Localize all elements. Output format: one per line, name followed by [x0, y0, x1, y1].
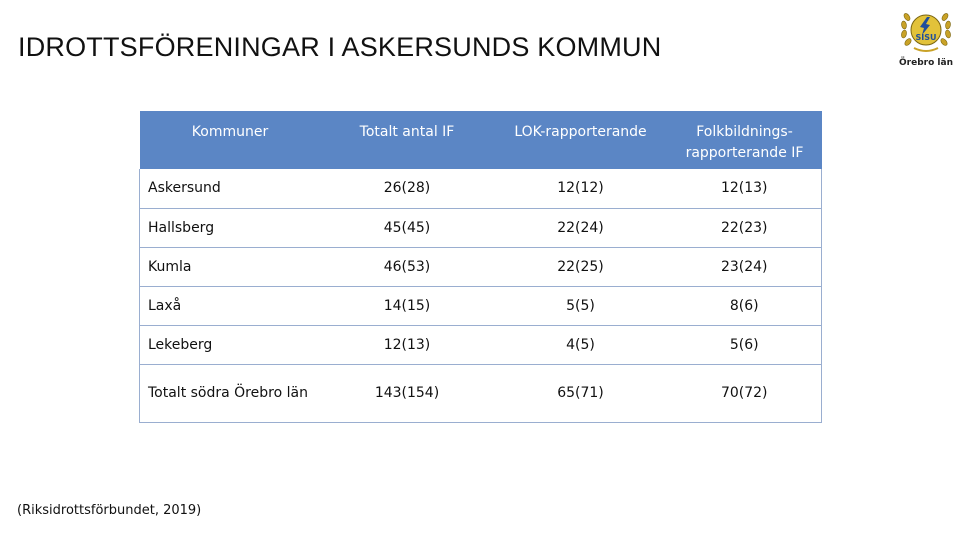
logo-caption: Örebro län: [899, 58, 953, 68]
row-folkbildning: 8(6): [668, 286, 822, 325]
slide-title: IDROTTSFÖRENINGAR I ASKERSUNDS KOMMUN: [18, 32, 662, 62]
sisu-logo: [896, 4, 956, 72]
header-folkbildning: [668, 111, 822, 169]
row-name: Kumla: [140, 247, 321, 286]
header-folkbildning-label: Folkbildnings-rapporterande IF: [685, 124, 804, 161]
row-lok: 4(5): [494, 325, 668, 364]
row-total: 14(15): [321, 286, 494, 325]
idrottsforeningar-table: [139, 111, 822, 423]
source-citation: (Riksidrottsförbundet, 2019): [17, 503, 202, 518]
row-folkbildning: 23(24): [668, 247, 822, 286]
row-lok: 22(25): [494, 247, 668, 286]
row-folkbildning: 12(13): [668, 169, 822, 208]
row-total: 46(53): [321, 247, 494, 286]
row-name: Askersund: [140, 169, 321, 208]
header-kommuner: Kommuner: [140, 111, 321, 169]
row-total: 26(28): [321, 169, 494, 208]
table-header-row: [140, 111, 822, 169]
row-lok: 22(24): [494, 208, 668, 247]
table-row: [140, 169, 822, 208]
row-folkbildning: 70(72): [668, 364, 822, 422]
row-name-label: Totalt södra Örebro län: [148, 384, 308, 401]
row-lok: 5(5): [494, 286, 668, 325]
table-row: [140, 325, 822, 364]
table-row-total: [140, 364, 822, 422]
row-name: Lekeberg: [140, 325, 321, 364]
row-lok: 12(12): [494, 169, 668, 208]
row-name: [140, 364, 321, 422]
laurel-badge-icon: [896, 4, 956, 58]
table-row: [140, 286, 822, 325]
row-total: 12(13): [321, 325, 494, 364]
header-lok-rapporterande: LOK-rapporterande: [494, 111, 668, 169]
row-name: Hallsberg: [140, 208, 321, 247]
row-total: 143(154): [321, 364, 494, 422]
row-folkbildning: 22(23): [668, 208, 822, 247]
row-lok: 65(71): [494, 364, 668, 422]
header-totalt-antal-if: Totalt antal IF: [321, 111, 494, 169]
table-row: [140, 208, 822, 247]
row-total: 45(45): [321, 208, 494, 247]
logo-badge-text: SISU: [915, 33, 937, 42]
table-row: [140, 247, 822, 286]
row-name: Laxå: [140, 286, 321, 325]
row-folkbildning: 5(6): [668, 325, 822, 364]
